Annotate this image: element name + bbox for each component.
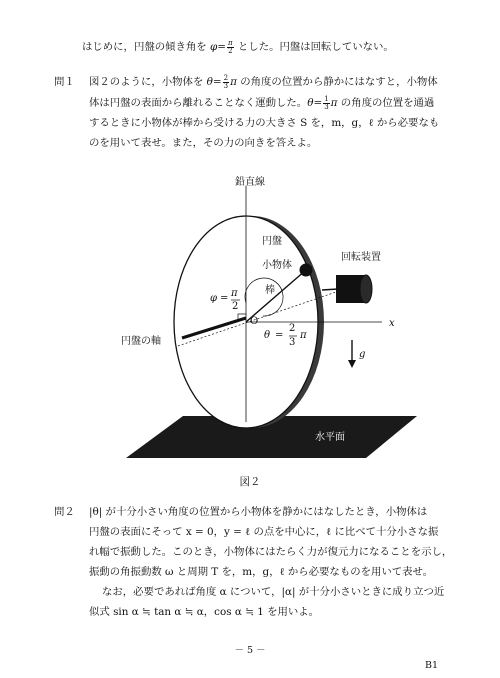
q1-pi: π [330,97,338,109]
figure-2 [0,160,500,470]
q1-line-2 [89,94,434,113]
figure-drawing [0,160,500,470]
gravity-arrowhead [348,360,356,368]
q1-text: 体は円盤の表面から離れることなく運動した。 [89,97,308,109]
q2-line-2: 円盤の表面にそって x = 0，y = ℓ の点を中心に，ℓ に比べて十分小さな振 [89,526,439,538]
rotation-device-cap [360,275,372,303]
intro-phi: φ [210,41,218,53]
label-floor: 水平面 [315,432,345,443]
label-vertical-line: 鉛直線 [235,177,265,188]
section-code: B1 [425,660,439,671]
q2-line-3: れ幅で振動した。このとき，小物体にはたらく力が復元力になることを示し， [89,546,453,558]
fraction-denominator: 3 [324,102,329,111]
q1-label: 問１ [54,76,75,88]
label-theta: θ [264,330,271,341]
intro-eq: = [217,41,226,53]
label-phi-pi: π [231,288,238,299]
small-object [300,264,313,277]
device-shaft [322,289,338,290]
q2-line-6: 似式 sin α ≒ tan α ≒ α，cos α ≒ 1 を用いよ。 [89,606,320,618]
intro-text-a: はじめに，円盤の傾き角を [82,41,210,53]
label-theta-two: 2 [289,323,296,334]
fraction-numerator: 1 [324,94,329,103]
q1-fraction-two-thirds [223,75,229,90]
fraction-numerator: π [228,38,233,47]
label-phi: φ [210,293,218,304]
label-rod: 棒 [265,285,275,296]
intro-fraction [227,40,234,55]
fraction-denominator: 3 [223,81,229,90]
intro-line [82,38,394,57]
label-theta-three: 3 [289,337,296,348]
q1-text: の角度の位置から静かにはなすと，小物体 [236,76,438,88]
fraction-numerator: 2 [223,73,229,82]
q2-label: 問２ [54,506,75,518]
q1-eq: = [313,97,323,109]
label-origin: O [250,316,259,327]
q1-pi: π [230,76,237,88]
intro-text-b: とした。円盤は回転していない。 [234,41,394,53]
figure-caption: 図２ [239,476,261,488]
label-phi-two: 2 [232,301,239,312]
fraction-denominator: 2 [228,46,233,55]
page-number: － 5 － [234,645,266,656]
q1-theta: θ [206,76,213,88]
label-phi-eq: = [220,293,229,304]
label-small-object: 小物体 [262,260,292,271]
q2-line-4: 振動の角振動数 ω と周期 T を，m，g，ℓ から必要なものを用いて表せ。 [89,566,434,578]
q1-line-3: するときに小物体が棒から受ける力の大きさ S を，m，g，ℓ から必要なも [89,117,440,129]
q1-eq: = [212,76,222,88]
q1-line-1 [89,73,438,92]
q1-text: の角度の位置を通過 [337,97,435,109]
q1-line-4: のを用いて表せ。また，その力の向きを答えよ。 [89,137,318,149]
label-theta-eq: = [275,330,284,341]
label-disk: 円盤 [262,236,282,247]
q2-line-1: |θ| が十分小さい角度の位置から小物体を静かにはなしたとき，小物体は [89,506,428,518]
label-rotation-device: 回転装置 [341,252,381,263]
label-g: g [359,349,366,360]
q2-line-5: なお，必要であれば角度 α について，|α| が十分小さいときに成り立つ近 [102,586,445,598]
q1-fraction-one-third [323,96,329,111]
label-x: x [389,318,395,329]
label-disk-axis: 円盤の軸 [121,336,161,347]
q1-text: 図２のように，小物体を [89,76,207,88]
label-theta-pi: π [300,330,307,341]
q1-theta: θ [307,97,314,109]
